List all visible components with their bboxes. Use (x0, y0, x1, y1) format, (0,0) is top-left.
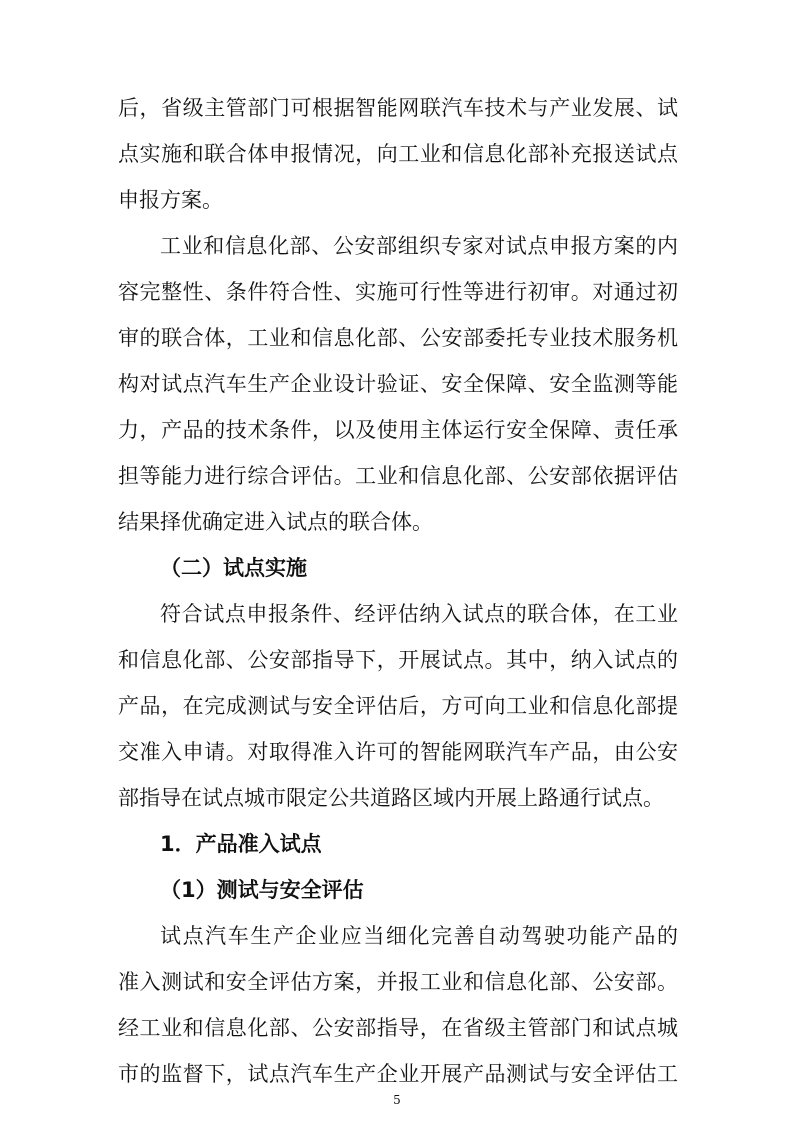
item-heading: 1．产品准入试点 (160, 832, 322, 856)
paragraph-line: 市的监督下，试点汽车生产企业开展产品测试与安全评估工 (118, 1062, 678, 1086)
page-number: 5 (393, 1093, 401, 1107)
paragraph-line: 结果择优确定进入试点的联合体。 (118, 510, 433, 534)
paragraph-line: 力，产品的技术条件，以及使用主体运行安全保障、责任承 (118, 418, 678, 442)
paragraph-line: 后，省级主管部门可根据智能网联汽车技术与产业发展、试 (118, 96, 678, 120)
paragraph-line: 符合试点申报条件、经评估纳入试点的联合体，在工业 (160, 602, 678, 626)
paragraph-line: 部指导在试点城市限定公共道路区域内开展上路通行试点。 (118, 786, 664, 810)
paragraph-line: 申报方案。 (118, 188, 223, 212)
section-heading: （二）试点实施 (160, 556, 307, 580)
paragraph-line: 准入测试和安全评估方案，并报工业和信息化部、公安部。 (118, 970, 678, 994)
paragraph-line: 容完整性、条件符合性、实施可行性等进行初审。对通过初 (118, 280, 678, 304)
paragraph-line: 交准入申请。对取得准入许可的智能网联汽车产品，由公安 (118, 740, 678, 764)
paragraph-line: 点实施和联合体申报情况，向工业和信息化部补充报送试点 (118, 142, 678, 166)
paragraph-line: 试点汽车生产企业应当细化完善自动驾驶功能产品的 (160, 924, 678, 948)
paragraph-line: 经工业和信息化部、公安部指导，在省级主管部门和试点城 (118, 1016, 678, 1040)
paragraph-line: 构对试点汽车生产企业设计验证、安全保障、安全监测等能 (118, 372, 678, 396)
paragraph-line: 工业和信息化部、公安部组织专家对试点申报方案的内 (160, 234, 678, 258)
paragraph-line: 审的联合体，工业和信息化部、公安部委托专业技术服务机 (118, 326, 678, 350)
subitem-heading: （1）测试与安全评估 (160, 878, 364, 902)
paragraph-line: 担等能力进行综合评估。工业和信息化部、公安部依据评估 (118, 464, 678, 488)
paragraph-line: 产品，在完成测试与安全评估后，方可向工业和信息化部提 (118, 694, 678, 718)
paragraph-line: 和信息化部、公安部指导下，开展试点。其中，纳入试点的 (118, 648, 678, 672)
